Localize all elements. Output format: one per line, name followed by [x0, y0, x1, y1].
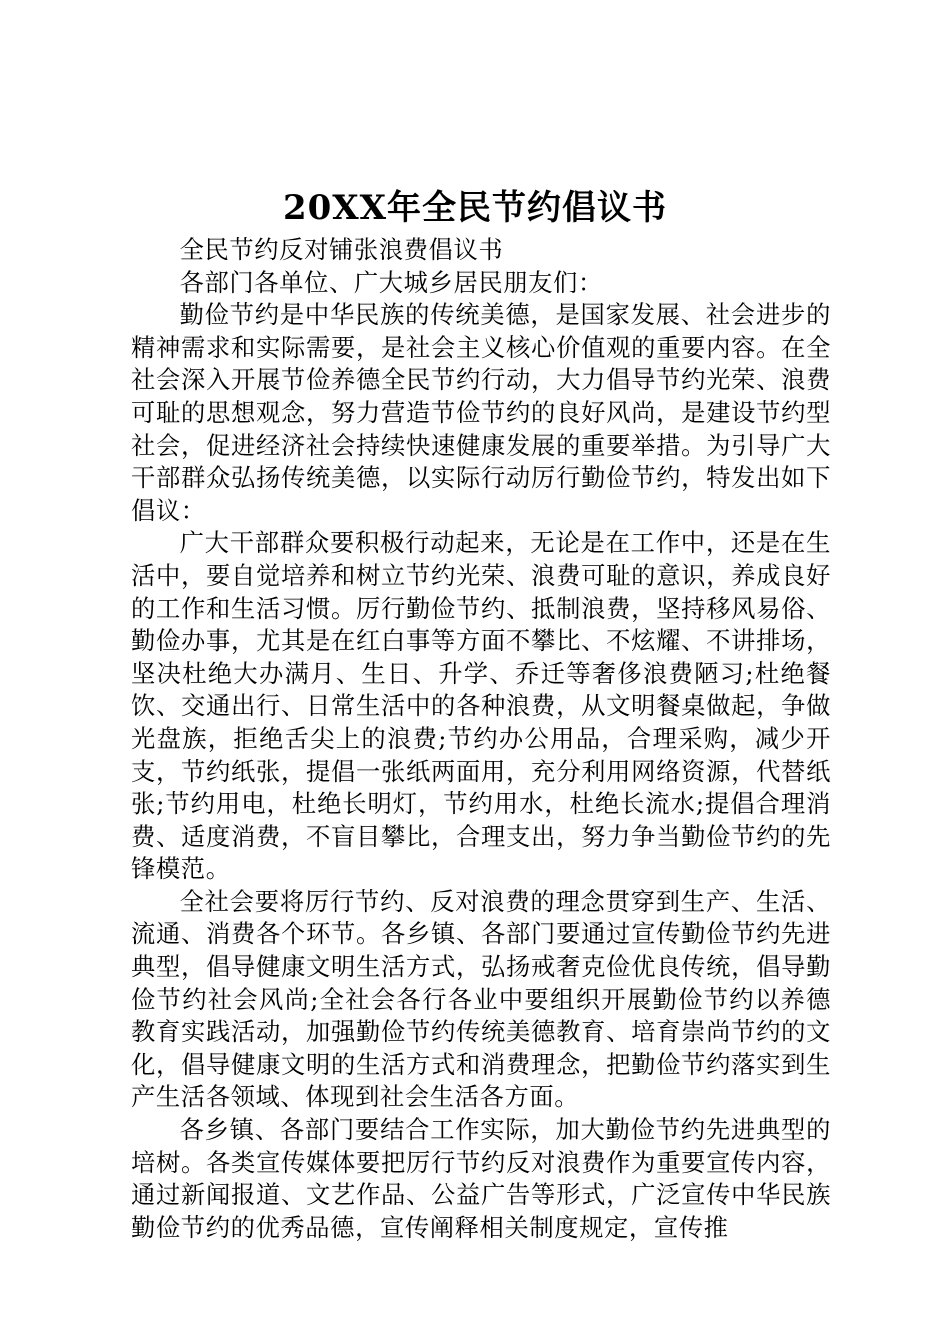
- document-title: 20XX年全民节约倡议书: [282, 188, 668, 228]
- paragraph: 各乡镇、各部门要结合工作实际，加大勤俭节约先进典型的培树。各类宣传媒体要把厉行节约反对浪费作为重要宣传内容，通过新闻报道、文艺作品、公益广告等形式，广泛宣传中华民族勤俭节约的优秀品德，宣传阐释相关制度规定，宣传推: [131, 1115, 831, 1242]
- document-body: [131, 234, 831, 1244]
- paragraph: 全社会要将厉行节约、反对浪费的理念贯穿到生产、生活、流通、消费各个环节。各乡镇、各部门要通过宣传勤俭节约先进典型，倡导健康文明生活方式，弘扬戒奢克俭优良传统，倡导勤俭节约社会风尚;全社会各行各业中要组织开展勤俭节约以养德教育实践活动，加强勤俭节约传统美德教育、培育崇尚节约的文化，倡导健康文明的生活方式和消费理念，把勤俭节约落实到生产生活各领域、体现到社会生活各方面。: [131, 886, 831, 1112]
- paragraph: 勤俭节约是中华民族的传统美德，是国家发展、社会进步的精神需求和实际需要，是社会主义核心价值观的重要内容。在全社会深入开展节俭养德全民节约行动，大力倡导节约光荣、浪费可耻的思想观念，努力营造节俭节约的良好风尚，是建设节约型社会，促进经济社会持续快速健康发展的重要举措。为引导广大干部群众弘扬传统美德，以实际行动厉行勤俭节约，特发出如下倡议：: [131, 300, 831, 525]
- paragraph: 广大干部群众要积极行动起来，无论是在工作中，还是在生活中，要自觉培养和树立节约光荣、浪费可耻的意识，养成良好的工作和生活习惯。厉行勤俭节约、抵制浪费，坚持移风易俗、勤俭办事，尤其是在红白事等方面不攀比、不炫耀、不讲排场，坚决杜绝大办满月、生日、升学、乔迁等奢侈浪费陋习;杜绝餐饮、交通出行、日常生活中的各种浪费，从文明餐桌做起，争做光盘族，拒绝舌尖上的浪费;节约办公用品，合理采购，减少开支，节约纸张，提倡一张纸两面用，充分利用网络资源，代替纸张;节约用电，杜绝长明灯，节约用水，杜绝长流水;提倡合理消费、适度消费，不盲目攀比，合理支出，努力争当勤俭节约的先锋模范。: [131, 528, 831, 884]
- salutation: 各部门各单位、广大城乡居民朋友们：: [179, 267, 603, 297]
- document-subtitle: 全民节约反对铺张浪费倡议书: [179, 235, 504, 264]
